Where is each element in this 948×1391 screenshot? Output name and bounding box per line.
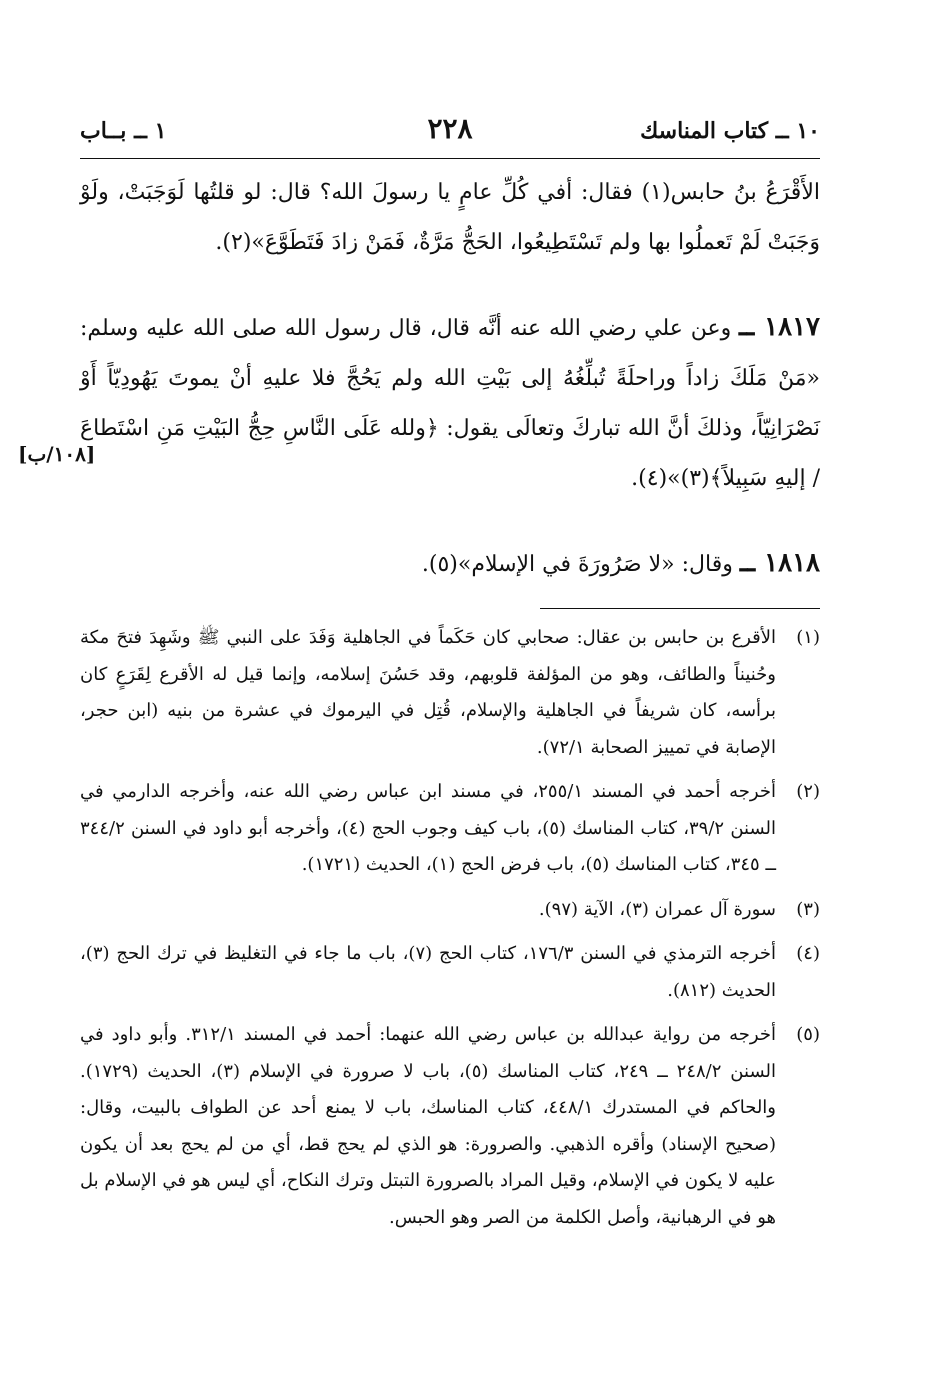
- chapter-title: ١٠ ــ كتاب المناسك: [640, 118, 820, 144]
- footnote-text: سورة آل عمران (٣)، الآية (٩٧).: [538, 898, 776, 920]
- running-header: [80, 112, 820, 152]
- hadith-1818: [80, 538, 820, 590]
- paragraph-gap: [80, 504, 820, 538]
- footnote-text: الأقرع بن حابس بن عقال: صحابي كان حَكَماً في الجاهلية وَفَدَ على النبي ﷺ وشَهِدَ فتحَ مكة وحُنيناً والطائف، وهو من المؤلفة قلوبهم، وقد حَسُنَ إسلامه، وإنما قيل له الأقرع لِقَرَعٍ كان برأسه، كان شريفاً في الجاهلية والإسلام، قُتِل في اليرموك في عشرة من بنيه (ابن حجر، الإصابة في تمييز الصحابة ٧٢/١).: [80, 627, 776, 758]
- footnote-number: (٤): [796, 943, 820, 964]
- footnote: [80, 1017, 820, 1236]
- hadith-number-1817: ١٨١٧ ــ: [739, 312, 820, 342]
- footnote-divider: [540, 608, 820, 609]
- footnote-number: (٢): [796, 781, 820, 802]
- footnote-text: أخرجه من رواية عبدالله بن عباس رضي الله عنهما: أحمد في المسند ٣١٢/١. وأبو داود في السنن ٢٤٨/٢ ــ ٢٤٩، كتاب المناسك (٥)، باب لا صرورة في الإسلام (٣)، الحديث (١٧٢٩). والحاكم في المستدرك ٤٤٨/١، كتاب المناسك، باب لا يمنع أحد عن الطواف بالبيت، وقال: (صحيح الإسناد) وأقره الذهبي. والصرورة: هو الذي لم يحج قط، أي من لم يحج بعد أن يكون عليه لا يكون في الإسلام، وقيل المراد بالصرورة التبتل وترك النكاح، أي ليس هو في الإسلام بل هو في الرهبانية، وأصل الكلمة من الصر وهو الحبس.: [80, 1024, 776, 1228]
- section-title: ١ ــ بــاب: [80, 118, 167, 144]
- hadith-continuation: الأَقْرَعُ بنُ حابس(١) فقال: أفي كُلِّ عامٍ يا رسولَ الله؟ قال: لو قلتُها لَوَجَبَتْ، ولَوْ وَجَبَتْ لَمْ تَعملُوا بها ولم تَسْتَطِيعُوا، الحَجُّ مَرَّةٌ، فَمَنْ زادَ فَتَطَوَّعَ»(٢).: [80, 180, 820, 255]
- footnote-text: أخرجه الترمذي في السنن ١٧٦/٣، كتاب الحج (٧)، باب ما جاء في التغليظ في ترك الحج (٣)، الحديث (٨١٢).: [80, 943, 776, 1001]
- footnote-number: (٥): [796, 1024, 820, 1045]
- manuscript-folio-reference: [١٠٨/ب]: [18, 442, 96, 466]
- hadith-text-1817: وعن علي رضي الله عنه أنَّه قال، قال رسول الله صلى الله عليه وسلم: «مَنْ مَلَكَ زاداً وراحلَةً تُبلِّغُهُ إلى بَيْتِ الله ولم يَحُجَّ فلا عليهِ أنْ يموتَ يَهُودِيّاً أَوْ نَصْرَانِيّاً، وذلكَ أنَّ الله تباركَ وتعالَى يقول: ﴿ولله عَلَى النَّاسِ حِجُّ البَيْتِ مَنِ اسْتَطاعَ / إليهِ سَبِيلاً﴾(٣)»(٤).: [80, 316, 820, 491]
- footnote: [80, 892, 820, 929]
- paragraph-gap: [80, 268, 820, 302]
- footnote: [80, 620, 820, 766]
- hadith-text-1818: وقال: «لا صَرُورَةَ في الإسلام»(٥).: [421, 552, 733, 577]
- footnote-number: (١): [796, 627, 820, 648]
- hadith-number-1818: ١٨١٨ ــ: [739, 548, 820, 578]
- main-text: [80, 168, 820, 590]
- footnotes: [80, 620, 820, 1244]
- footnote-number: (٣): [796, 898, 820, 920]
- page-number: ٢٢٨: [427, 112, 473, 145]
- header-divider: [80, 158, 820, 159]
- hadith-1817: [80, 302, 820, 504]
- footnote: [80, 774, 820, 884]
- footnote: [80, 936, 820, 1009]
- footnote-text: أخرجه أحمد في المسند ٢٥٥/١، في مسند ابن عباس رضي الله عنه، وأخرجه الدارمي في السنن ٣٩/٢، كتاب المناسك (٥)، باب كيف وجوب الحج (٤)، وأخرجه أبو داود في السنن ٣٤٤/٢ ــ ٣٤٥، كتاب المناسك (٥)، باب فرض الحج (١)، الحديث (١٧٢١).: [80, 781, 776, 875]
